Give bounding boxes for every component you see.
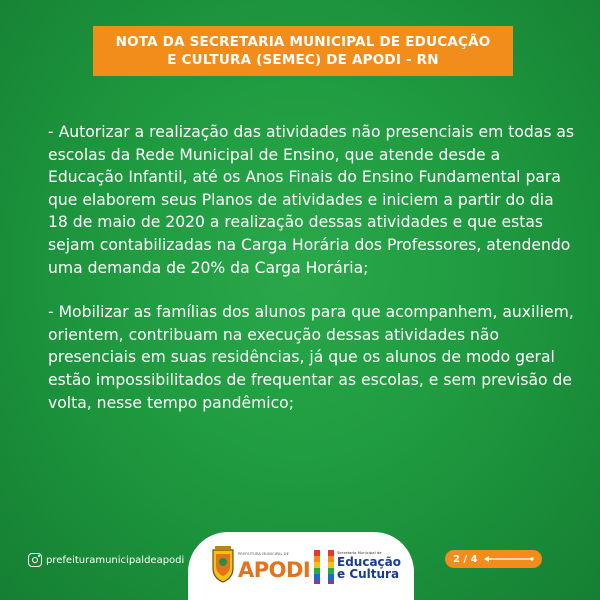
semec-name: [337, 556, 401, 580]
paragraph-2: - Mobilizar as famílias dos alunos para que acompanhem, auxiliem, orientem, contribuam na execução dessas atividades não presenciais em suas residências, já que os alunos de modo geral estão impossibilitados de frequentar as escolas, e sem previsão de volta, nesse tempo pandêmico;: [48, 303, 574, 412]
apodi-logo: [210, 542, 311, 592]
semec-name-line-1: Educação: [337, 555, 401, 569]
title-banner: [93, 26, 513, 76]
semec-mark-icon: [312, 546, 336, 586]
semec-subtitle: Secretaria Municipal de: [337, 550, 382, 555]
instagram-handle[interactable]: [28, 553, 184, 567]
page-number: 2 / 4: [453, 553, 478, 565]
title-line-2: E CULTURA (SEMEC) DE APODI - RN: [167, 52, 439, 68]
title-line-1: NOTA DA SECRETARIA MUNICIPAL DE EDUCAÇÃO: [115, 34, 491, 50]
apodi-crest-icon: [210, 544, 236, 584]
instagram-icon: [28, 553, 42, 567]
semec-logo: [312, 544, 408, 590]
instagram-handle-text: prefeituramunicipaldeapodi: [46, 554, 185, 566]
page-indicator[interactable]: [445, 550, 542, 568]
logo-panel: [188, 532, 414, 600]
apodi-subtitle: PREFEITURA MUNICIPAL DE: [238, 552, 290, 556]
apodi-name: APODI: [238, 558, 311, 582]
note-body: [48, 121, 578, 414]
paragraph-1: - Autorizar a realização das atividades não presenciais em todas as escolas da Rede Municipal de Ensino, que atende desde a Educação Infantil, até os Anos Finais do Ensino Fundamental para que elaborem seus Planos de atividades e iniciem a partir do dia 18 de maio de 2020 a realização dessas atividades e que estas sejam contabilizadas na Carga Horária dos Professores, atendendo uma demanda de 20% da Carga Horária;: [48, 123, 575, 277]
arrow-left-icon: [484, 555, 534, 563]
semec-name-line-2: e Cultura: [337, 567, 400, 581]
